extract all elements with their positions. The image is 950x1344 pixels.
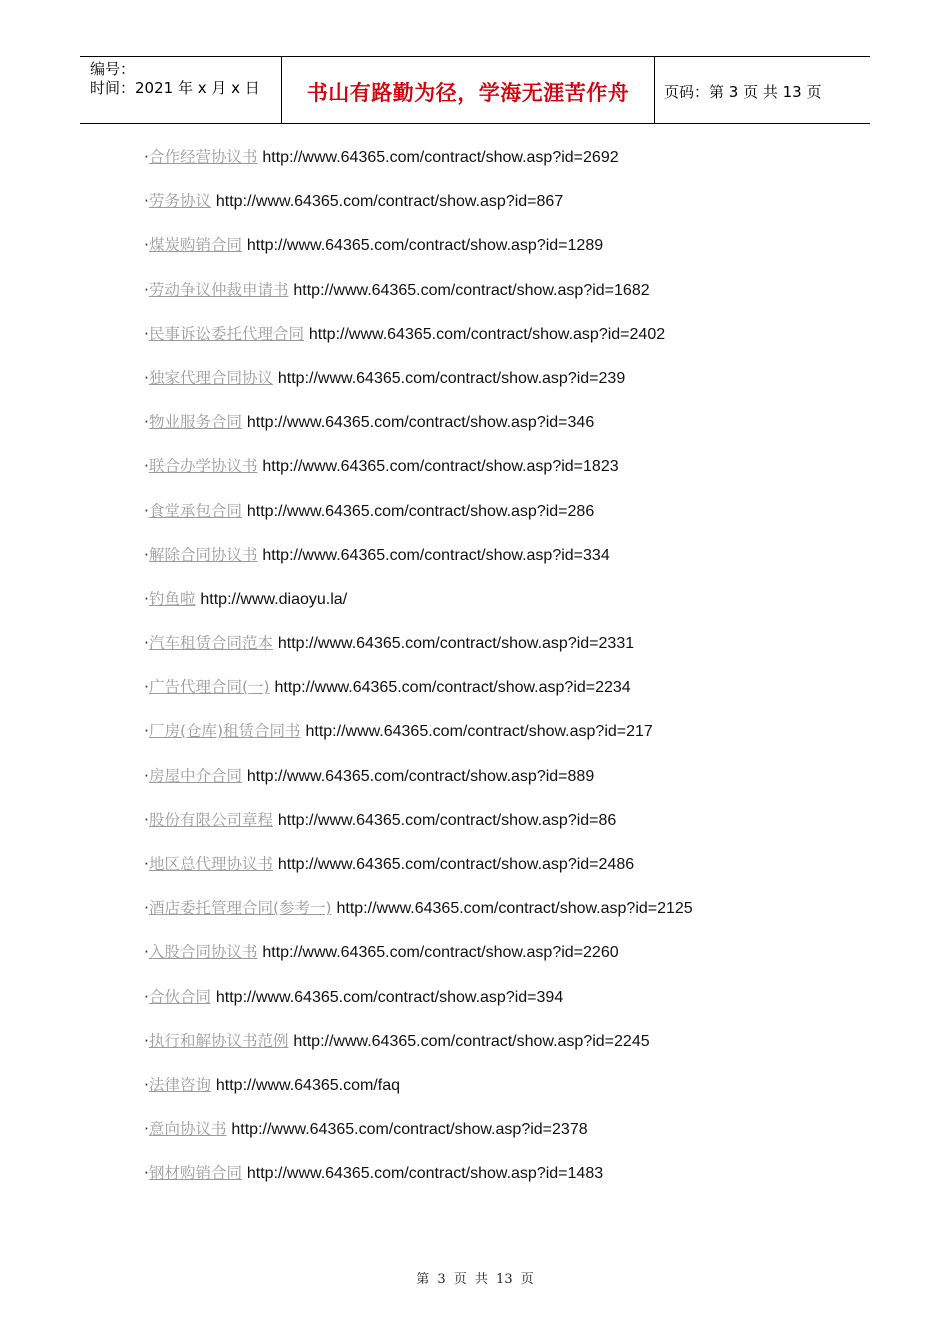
bullet-dot: · — [144, 766, 149, 785]
list-item — [144, 234, 693, 278]
bullet-dot: · — [144, 634, 149, 653]
bullet-dot: · — [144, 810, 149, 829]
document-time-label: 时间：2021 年 x 月 x 日 — [90, 79, 260, 97]
contract-title-link[interactable]: 法律咨询 — [148, 1075, 211, 1094]
bullet-dot: · — [144, 1164, 149, 1183]
contract-url: http://www.64365.com/contract/show.asp?id=889 — [246, 767, 595, 785]
contract-url: http://www.64365.com/contract/show.asp?id=286 — [246, 502, 595, 520]
contract-title-link[interactable]: 物业服务合同 — [148, 413, 242, 432]
list-item — [144, 632, 693, 676]
page-footer: 第 3 页 共 13 页 — [416, 1272, 534, 1287]
list-item — [144, 986, 693, 1030]
bullet-dot: · — [144, 678, 149, 697]
contract-title-link[interactable]: 民事诉讼委托代理合同 — [148, 324, 304, 343]
contract-title-link[interactable]: 劳动争议仲裁申请书 — [148, 280, 289, 299]
contract-title-link[interactable]: 独家代理合同协议 — [148, 368, 273, 387]
contract-title-link[interactable]: 房屋中介合同 — [148, 766, 242, 785]
bullet-dot: · — [144, 987, 149, 1006]
bullet-dot: · — [144, 722, 149, 741]
header-meta — [80, 57, 281, 123]
document-number-label: 编号： — [90, 60, 136, 78]
contract-link-list — [144, 146, 693, 1207]
bullet-dot: · — [144, 457, 149, 476]
contract-title-link[interactable]: 地区总代理协议书 — [148, 855, 273, 873]
contract-title-link[interactable]: 食堂承包合同 — [148, 501, 242, 520]
contract-url: http://www.64365.com/contract/show.asp?id=1823 — [262, 458, 619, 476]
list-item — [144, 897, 693, 941]
list-item — [144, 809, 693, 853]
bullet-dot: · — [144, 1031, 149, 1050]
contract-title-link[interactable]: 股份有限公司章程 — [148, 810, 273, 829]
bullet-dot: · — [144, 368, 149, 387]
contract-url: http://www.64365.com/contract/show.asp?id=346 — [246, 414, 595, 432]
bullet-dot: · — [144, 1075, 149, 1094]
contract-url: http://www.64365.com/contract/show.asp?id=2378 — [231, 1121, 588, 1139]
contract-url: http://www.64365.com/contract/show.asp?id=1289 — [246, 237, 604, 255]
list-item — [144, 853, 693, 897]
contract-url: http://www.64365.com/contract/show.asp?id=334 — [262, 546, 610, 564]
bullet-dot: · — [144, 148, 149, 166]
contract-title-link[interactable]: 劳务协议 — [148, 192, 211, 211]
contract-url: http://www.64365.com/contract/show.asp?id=239 — [277, 369, 626, 387]
list-item — [144, 1074, 693, 1118]
contract-title-link[interactable]: 解除合同协议书 — [148, 545, 258, 564]
bullet-dot: · — [144, 855, 149, 873]
list-item — [144, 720, 693, 764]
contract-url: http://www.diaoyu.la/ — [200, 590, 348, 608]
contract-url: http://www.64365.com/contract/show.asp?id=2486 — [277, 856, 635, 873]
contract-title-link[interactable]: 合作经营协议书 — [148, 148, 258, 166]
list-item — [144, 588, 693, 632]
bullet-dot: · — [144, 413, 149, 432]
bullet-dot: · — [144, 943, 149, 962]
list-item — [144, 500, 693, 544]
list-item — [144, 323, 693, 367]
header-motto: 书山有路勤为径，学海无涯苦作舟 — [306, 80, 630, 105]
contract-title-link[interactable]: 意向协议书 — [148, 1120, 227, 1139]
list-item — [144, 367, 693, 411]
contract-url: http://www.64365.com/contract/show.asp?id=2331 — [277, 635, 635, 653]
contract-url: http://www.64365.com/contract/show.asp?id=1682 — [293, 281, 650, 299]
contract-title-link[interactable]: 联合办学协议书 — [148, 457, 258, 476]
header-motto-cell — [281, 57, 655, 123]
contract-url: http://www.64365.com/contract/show.asp?id=2692 — [262, 149, 619, 166]
contract-title-link[interactable]: 钢材购销合同 — [148, 1164, 242, 1183]
contract-url: http://www.64365.com/contract/show.asp?id=2234 — [274, 679, 631, 697]
contract-title-link[interactable]: 汽车租赁合同范本 — [148, 634, 273, 653]
list-item — [144, 941, 693, 985]
contract-title-link[interactable]: 酒店委托管理合同(参考一) — [148, 899, 332, 918]
contract-title-link[interactable]: 入股合同协议书 — [148, 943, 258, 962]
contract-title-link[interactable]: 煤炭购销合同 — [148, 236, 242, 255]
contract-url: http://www.64365.com/faq — [215, 1076, 400, 1094]
bullet-dot: · — [144, 192, 149, 211]
list-item — [144, 1118, 693, 1162]
contract-title-link[interactable]: 厂房(仓库)租赁合同书 — [148, 722, 301, 741]
contract-url: http://www.64365.com/contract/show.asp?id=217 — [305, 723, 653, 741]
contract-url: http://www.64365.com/contract/show.asp?id=2260 — [262, 944, 619, 962]
bullet-dot: · — [144, 280, 149, 299]
list-item — [144, 1030, 693, 1074]
list-item — [144, 544, 693, 588]
contract-title-link[interactable]: 广告代理合同(一) — [148, 678, 270, 697]
contract-url: http://www.64365.com/contract/show.asp?id=2245 — [293, 1032, 650, 1050]
contract-title-link[interactable]: 执行和解协议书范例 — [148, 1031, 289, 1050]
bullet-dot: · — [144, 589, 149, 608]
contract-url: http://www.64365.com/contract/show.asp?id=2125 — [336, 900, 693, 918]
list-item — [144, 146, 693, 190]
list-item — [144, 676, 693, 720]
list-item — [144, 279, 693, 323]
list-item — [144, 765, 693, 809]
contract-title-link[interactable]: 合伙合同 — [148, 987, 211, 1006]
list-item — [144, 411, 693, 455]
contract-url: http://www.64365.com/contract/show.asp?id=2402 — [308, 325, 666, 343]
contract-url: http://www.64365.com/contract/show.asp?id=394 — [215, 988, 564, 1006]
contract-url: http://www.64365.com/contract/show.asp?id=86 — [277, 811, 617, 829]
bullet-dot: · — [144, 545, 149, 564]
list-item — [144, 1162, 693, 1206]
bullet-dot: · — [144, 1120, 149, 1139]
header-page-info: 页码：第 3 页 共 13 页 — [664, 82, 822, 101]
bullet-dot: · — [144, 899, 149, 918]
bullet-dot: · — [144, 236, 149, 255]
bullet-dot: · — [144, 324, 149, 343]
contract-url: http://www.64365.com/contract/show.asp?id=1483 — [246, 1165, 604, 1183]
list-item — [144, 190, 693, 234]
list-item — [144, 455, 693, 499]
contract-url: http://www.64365.com/contract/show.asp?id=867 — [215, 193, 564, 211]
page-header — [80, 56, 870, 124]
contract-title-link[interactable]: 钓鱼啦 — [148, 589, 196, 608]
bullet-dot: · — [144, 501, 149, 520]
